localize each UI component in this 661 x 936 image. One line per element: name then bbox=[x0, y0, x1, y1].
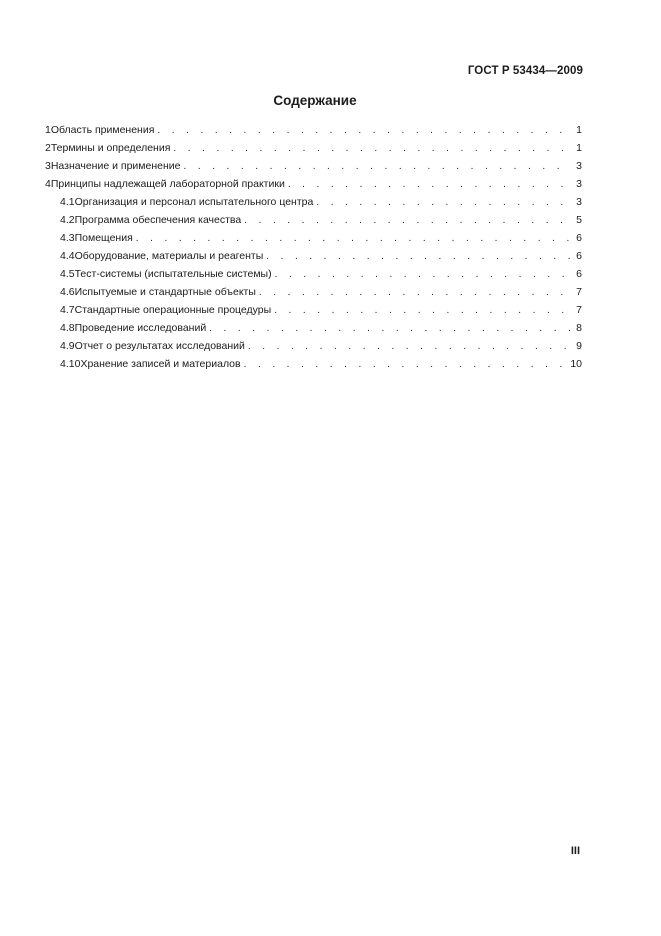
dot-leader bbox=[183, 158, 571, 176]
page-number: III bbox=[570, 845, 580, 857]
toc-entry-page: 3 bbox=[576, 178, 582, 190]
toc-entry-number: 4.9 bbox=[60, 340, 75, 352]
toc-entry[interactable] bbox=[45, 337, 582, 355]
toc-entry-number: 4.8 bbox=[60, 322, 75, 334]
toc-entry[interactable] bbox=[45, 355, 582, 373]
toc-entry[interactable] bbox=[45, 121, 582, 139]
toc-entry-number: 4.7 bbox=[60, 304, 75, 316]
toc-entry[interactable] bbox=[45, 319, 582, 337]
toc-entry-number: 4.2 bbox=[60, 214, 75, 226]
toc-entry[interactable] bbox=[45, 211, 582, 229]
dot-leader bbox=[259, 284, 571, 302]
toc-entry-page: 6 bbox=[576, 250, 582, 262]
toc-entry-page: 6 bbox=[576, 268, 582, 280]
dot-leader bbox=[136, 230, 571, 248]
toc-entry-page: 9 bbox=[576, 340, 582, 352]
toc-entry-label: Тест-системы (испытательные системы) bbox=[74, 268, 272, 280]
toc-entry-number: 4.6 bbox=[60, 286, 75, 298]
toc-entry-number: 3 bbox=[45, 160, 51, 172]
toc-entry[interactable] bbox=[45, 193, 582, 211]
toc-entry-number: 4 bbox=[45, 178, 51, 190]
toc-entry-page: 3 bbox=[576, 160, 582, 172]
toc-entry-page: 6 bbox=[576, 232, 582, 244]
toc-entry-number: 4.10 bbox=[60, 358, 81, 370]
dot-leader bbox=[173, 140, 571, 158]
toc-title: Содержание bbox=[273, 93, 357, 108]
toc-entry[interactable] bbox=[45, 265, 582, 283]
toc-entry-label: Организация и персонал испытательного центра bbox=[74, 196, 314, 208]
toc-entry-page: 10 bbox=[570, 358, 582, 370]
toc-entry-label: Отчет о результатах исследований bbox=[74, 340, 245, 352]
toc-entry[interactable] bbox=[45, 157, 582, 175]
toc-entry-label: Испытуемые и стандартные объекты bbox=[74, 286, 256, 298]
toc-entry[interactable] bbox=[45, 229, 582, 247]
dot-leader bbox=[244, 212, 571, 230]
toc-entry-label: Термины и определения bbox=[50, 142, 171, 154]
toc-entry-page: 1 bbox=[576, 124, 582, 136]
toc-entry-label: Помещения bbox=[74, 232, 133, 244]
toc-entry-label: Программа обеспечения качества bbox=[74, 214, 242, 226]
dot-leader bbox=[244, 356, 568, 374]
standard-code: ГОСТ Р 53434—2009 bbox=[467, 65, 583, 77]
toc-entry-page: 3 bbox=[576, 196, 582, 208]
toc-entry-page: 7 bbox=[576, 304, 582, 316]
toc-entry-number: 4.3 bbox=[60, 232, 75, 244]
dot-leader bbox=[157, 122, 571, 140]
dot-leader bbox=[266, 248, 571, 266]
toc-entry-label: Оборудование, материалы и реагенты bbox=[74, 250, 264, 262]
toc-entry[interactable] bbox=[45, 175, 582, 193]
dot-leader bbox=[274, 302, 571, 320]
toc-entry-label: Хранение записей и материалов bbox=[80, 358, 241, 370]
toc-entry-page: 5 bbox=[576, 214, 582, 226]
toc-entry-label: Принципы надлежащей лабораторной практики bbox=[50, 178, 285, 190]
toc-entry-page: 1 bbox=[576, 142, 582, 154]
toc-entry-label: Назначение и применение bbox=[50, 160, 181, 172]
toc-entry-page: 8 bbox=[576, 322, 582, 334]
dot-leader bbox=[316, 194, 571, 212]
toc-entry-label: Стандартные операционные процедуры bbox=[74, 304, 272, 316]
dot-leader bbox=[209, 320, 571, 338]
toc-entry-page: 7 bbox=[576, 286, 582, 298]
toc-entry-number: 4.5 bbox=[60, 268, 75, 280]
toc-entry-number: 2 bbox=[45, 142, 51, 154]
dot-leader bbox=[288, 176, 571, 194]
toc-entry-number: 4.1 bbox=[60, 196, 75, 208]
toc-entry-number: 1 bbox=[45, 124, 51, 136]
toc-entry-label: Область применения bbox=[50, 124, 155, 136]
toc-entry-number: 4.4 bbox=[60, 250, 75, 262]
toc-entry[interactable] bbox=[45, 247, 582, 265]
table-of-contents bbox=[45, 121, 582, 373]
toc-entry-label: Проведение исследований bbox=[74, 322, 207, 334]
dot-leader bbox=[248, 338, 571, 356]
toc-entry[interactable] bbox=[45, 301, 582, 319]
dot-leader bbox=[275, 266, 571, 284]
toc-entry[interactable] bbox=[45, 283, 582, 301]
toc-entry[interactable] bbox=[45, 139, 582, 157]
